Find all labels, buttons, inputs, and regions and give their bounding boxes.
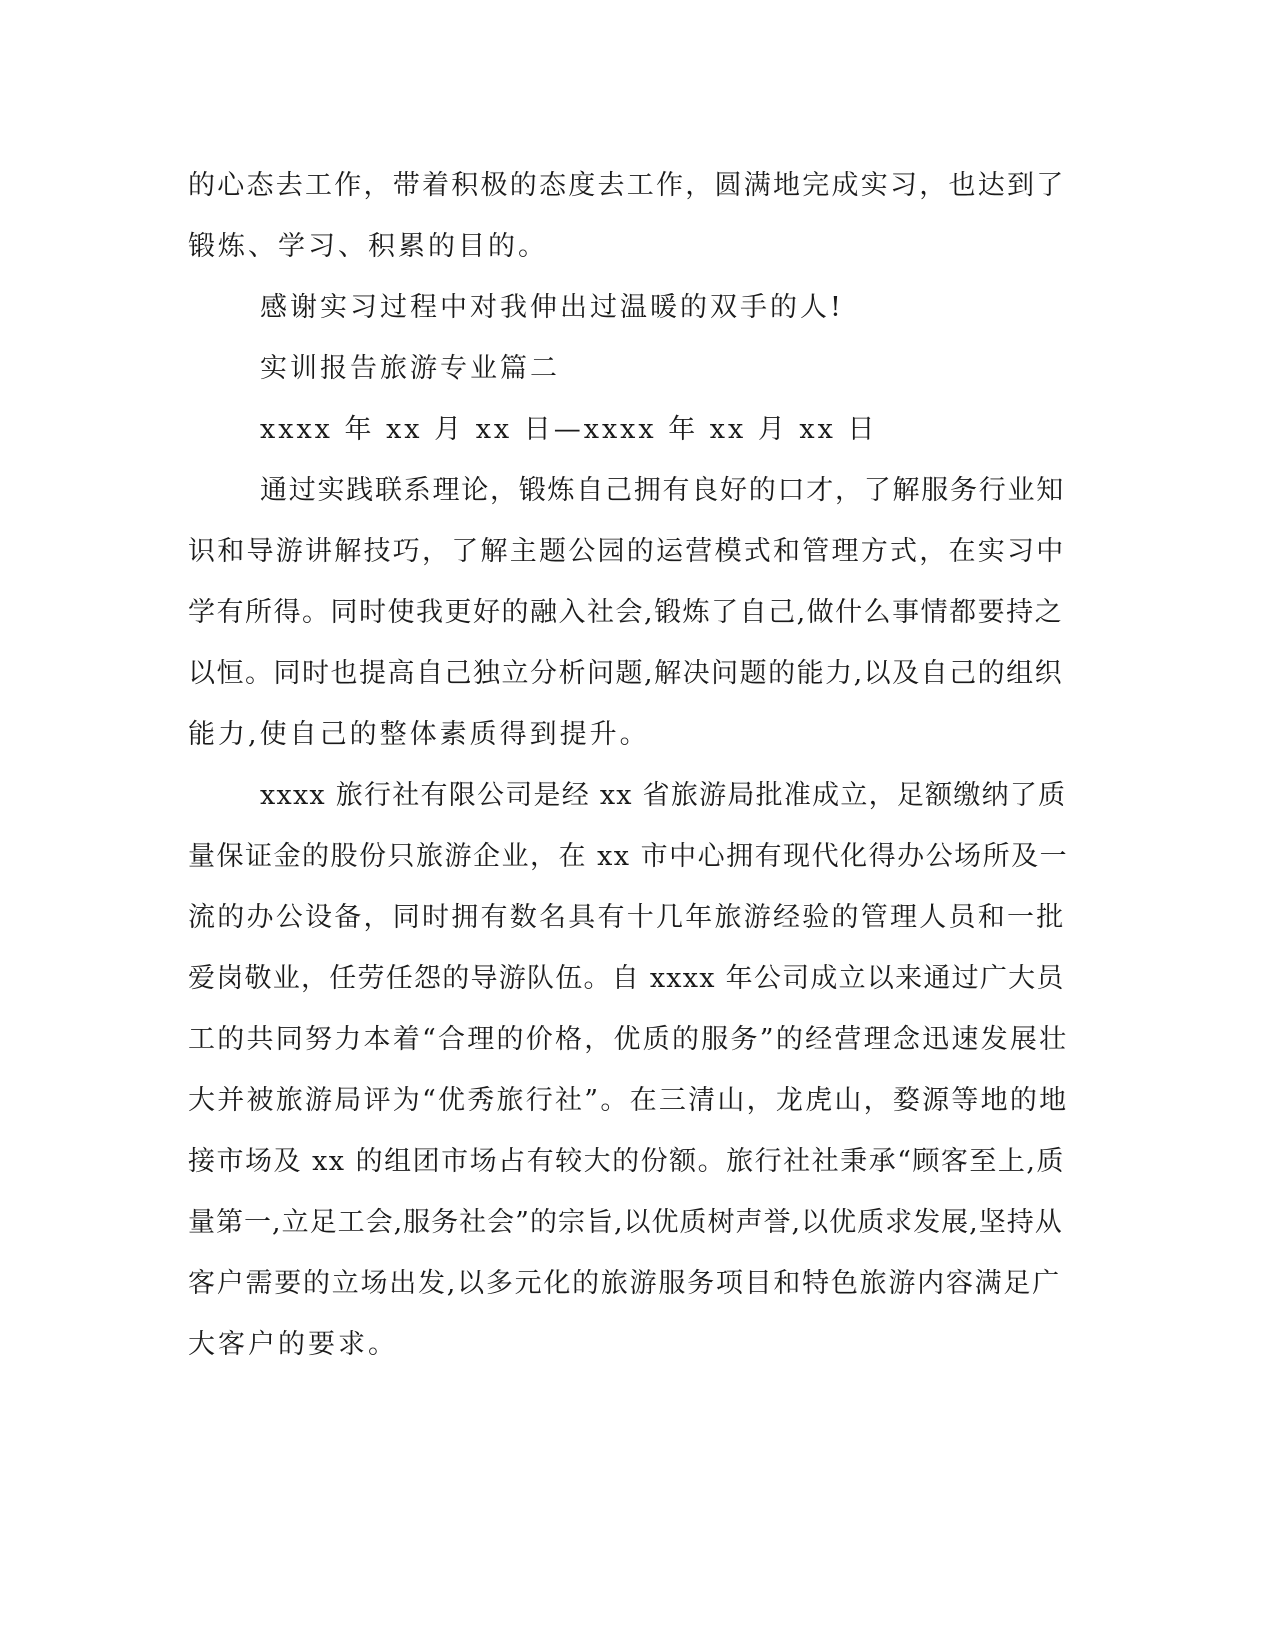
text-line: 大客户的要求。 [188,1329,398,1360]
text-line: 量第一,立足工会,服务社会”的宗旨,以优质树声誉,以优质求发展,坚持从 [188,1207,1063,1238]
text-line: 的心态去工作，带着积极的态度去工作，圆满地完成实习，也达到了 [188,170,1066,201]
text-line: 流的办公设备，同时拥有数名具有十几年旅游经验的管理人员和一批 [188,902,1066,933]
text-line: 客户需要的立场出发,以多元化的旅游服务项目和特色旅游内容满足广 [188,1268,1061,1299]
text-line: 通过实践联系理论，锻炼自己拥有良好的口才，了解服务行业知 [260,475,1065,506]
text-line: 爱岗敬业，任劳任怨的导游队伍。自 xxxx 年公司成立以来通过广大员 [188,963,1065,994]
text-line: 接市场及 xx 的组团市场占有较大的份额。旅行社社秉承“顾客至上,质 [188,1146,1066,1177]
text-line: 实训报告旅游专业篇二 [260,353,560,384]
document-body [188,155,1068,1375]
text-line: 工的共同努力本着“合理的价格，优质的服务”的经营理念迅速发展壮 [188,1024,1069,1055]
text-line: 能力,使自己的整体素质得到提升。 [188,719,650,750]
text-line: 量保证金的股份只旅游企业，在 xx 市中心拥有现代化得办公场所及一 [188,841,1069,872]
text-line: 学有所得。同时使我更好的融入社会,锻炼了自己,做什么事情都要持之 [188,597,1064,628]
text-line: 感谢实习过程中对我伸出过温暖的双手的人! [260,292,844,323]
text-line: 大并被旅游局评为“优秀旅行社”。在三清山，龙虎山，婺源等地的地 [188,1085,1069,1116]
text-line: 以恒。同时也提高自己独立分析问题,解决问题的能力,以及自己的组织 [188,658,1064,689]
text-line: xxxx 旅行社有限公司是经 xx 省旅游局批准成立，足额缴纳了质 [260,780,1067,811]
text-line: xxxx 年 xx 月 xx 日—xxxx 年 xx 月 xx 日 [260,414,878,445]
text-line: 识和导游讲解技巧，了解主题公园的运营模式和管理方式，在实习中 [188,536,1066,567]
text-line: 锻炼、学习、积累的目的。 [188,231,548,262]
